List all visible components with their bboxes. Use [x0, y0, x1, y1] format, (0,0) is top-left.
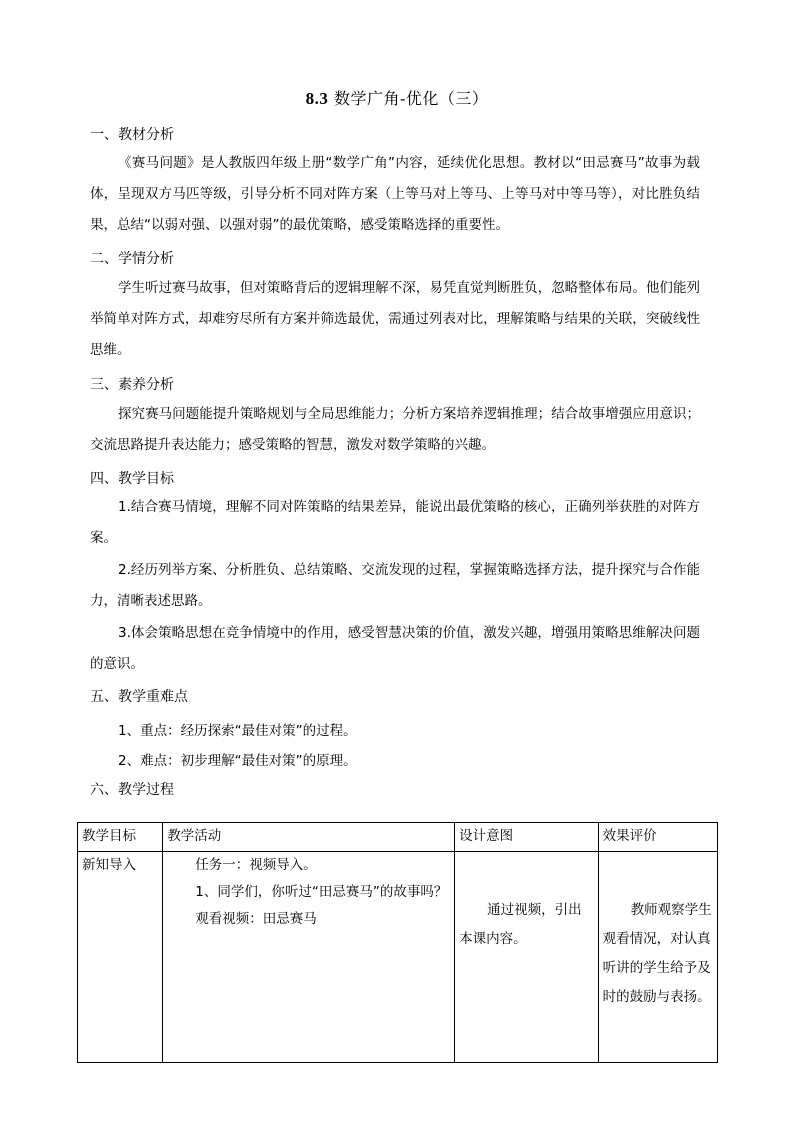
objective-paragraph: 3.体会策略思想在竞争情境中的作用，感受智慧决策的价值，激发兴趣，增强用策略思维解决问题的意识。	[90, 625, 700, 672]
section-heading: 二、学情分析	[90, 251, 174, 267]
evaluation-cell	[598, 852, 717, 1063]
section-heading: 三、素养分析	[90, 377, 174, 393]
activity-cell	[163, 852, 455, 1063]
column-header: 效果评价	[598, 823, 717, 852]
section-heading: 六、教学过程	[90, 782, 174, 798]
activity-line: 1、同学们，你听过“田忌赛马”的故事吗？	[195, 884, 448, 900]
lesson-number: 8.3	[305, 89, 329, 108]
objective-paragraph: 2.经历列举方案、分析胜负、总结策略、交流发现的过程，掌握策略选择方法，提升探究与合作能力，清晰表述思路。	[90, 562, 700, 609]
section-heading: 一、教材分析	[90, 127, 174, 143]
section-paragraph: 探究赛马问题能提升策略规划与全局思维能力；分析方案培养逻辑推理；结合故事增强应用意识；交流思路提升表达能力；感受策略的智慧，激发对数学策略的兴趣。	[90, 406, 700, 453]
goal-cell	[78, 852, 163, 1063]
intent-cell	[455, 852, 598, 1063]
column-header: 设计意图	[455, 823, 598, 852]
activity-line: 观看视频：田忌赛马	[195, 911, 317, 927]
section-paragraph: 学生听过赛马故事，但对策略背后的逻辑理解不深，易凭直觉判断胜负，忽略整体布局。他们能列举简单对阵方式，却难穷尽所有方案并筛选最优，需通过列表对比，理解策略与结果的关联，突破线性思维。	[90, 280, 700, 358]
lesson-title: 数学广角-优化（三）	[333, 89, 489, 108]
activity-line: 任务一：视频导入。	[195, 857, 317, 873]
table-header-row	[78, 823, 718, 852]
section-heading: 四、教学目标	[90, 471, 174, 487]
section-heading: 五、教学重难点	[90, 689, 188, 705]
goal-text: 新知导入	[82, 857, 136, 873]
lesson-process-table	[77, 822, 718, 1063]
column-header: 教学活动	[163, 823, 455, 852]
evaluation-text: 教师观察学生观看情况，对认真听讲的学生给予及时的鼓励与表扬。	[602, 902, 712, 1005]
key-point-item: 2、难点：初步理解“最佳对策”的原理。	[118, 753, 357, 769]
key-point-item: 1、重点：经历探索“最佳对策”的过程。	[118, 723, 357, 739]
page-title	[0, 86, 794, 109]
objective-paragraph: 1.结合赛马情境，理解不同对阵策略的结果差异，能说出最优策略的核心，正确列举获胜的对阵方案。	[90, 499, 700, 546]
column-header: 教学目标	[78, 823, 163, 852]
section-paragraph: 《赛马问题》是人教版四年级上册“数学广角”内容，延续优化思想。教材以“田忌赛马”故事为载体，呈现双方马匹等级，引导分析不同对阵方案（上等马对上等马、上等马对中等马等），对比胜负结果，总结“以弱对强、以强对弱”的最优策略，感受策略选择的重要性。	[90, 155, 700, 233]
table-row	[78, 852, 718, 1063]
intent-text: 通过视频，引出本课内容。	[459, 902, 582, 947]
